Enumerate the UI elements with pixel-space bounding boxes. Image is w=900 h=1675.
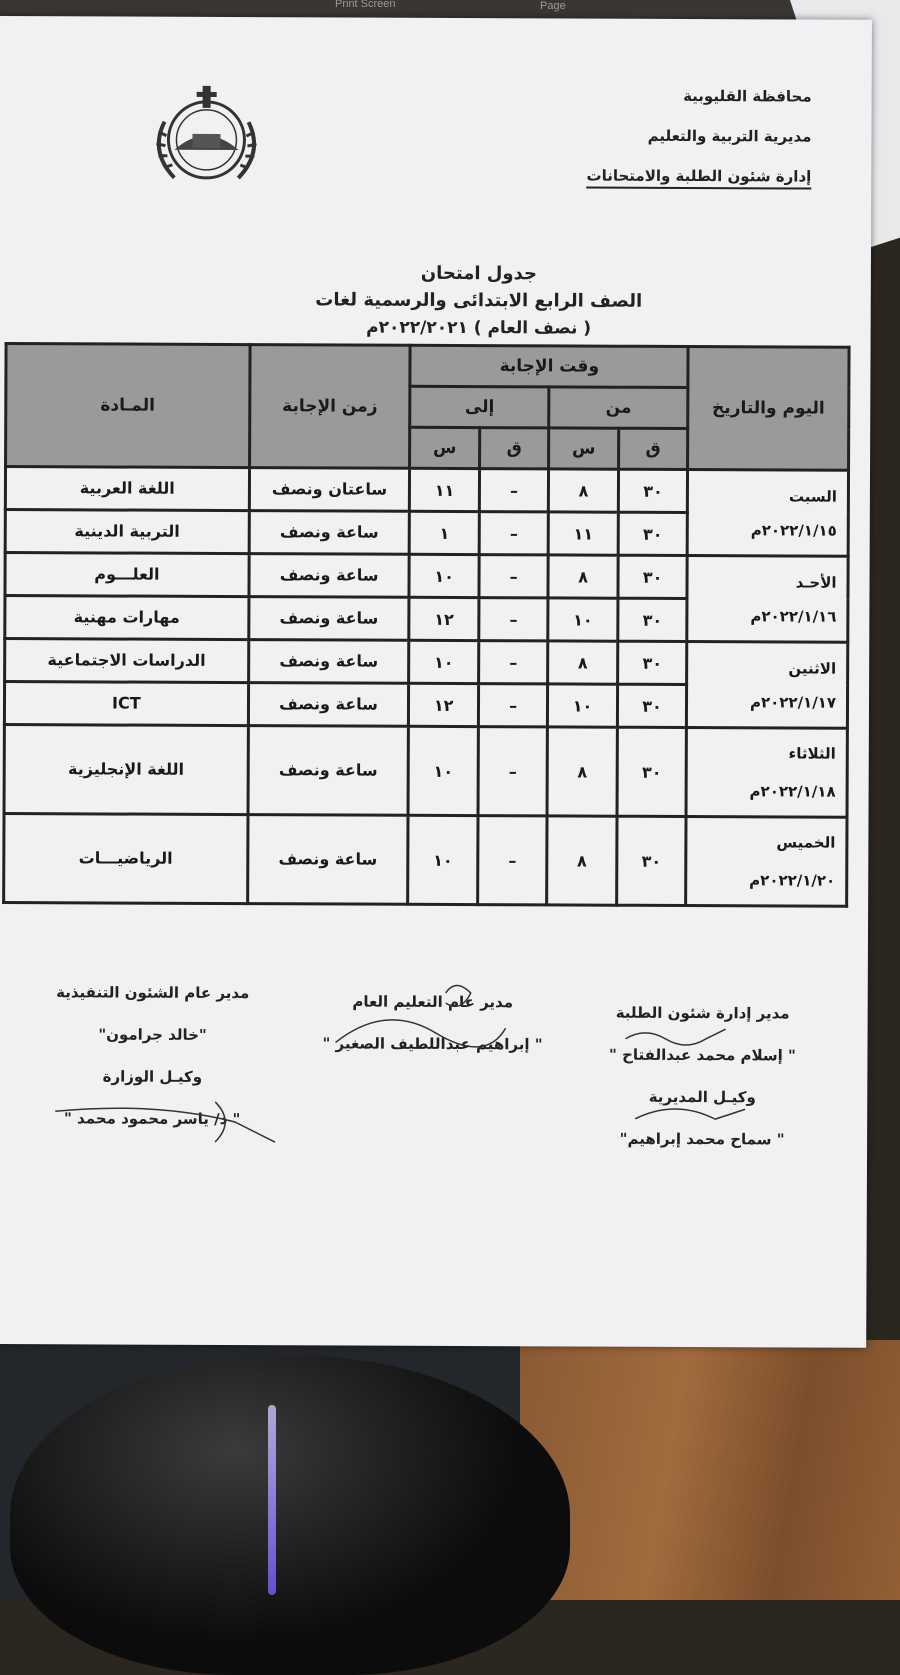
handwritten-signature-icon: [295, 972, 535, 1063]
to-hour-cell: ١٢: [409, 597, 479, 640]
header-block: [586, 87, 811, 208]
date-label: ٢٠٢٢/١/١٧م: [749, 692, 837, 712]
day-date-cell: [686, 728, 847, 818]
duration-cell: ساعة ونصف: [249, 511, 410, 555]
date-label: ٢٠٢٢/١/١٨م: [749, 782, 836, 801]
to-minute-cell: –: [479, 512, 549, 555]
col-from-header: من: [549, 387, 688, 429]
to-minute-cell: –: [479, 598, 549, 641]
document-term: ( نصف العام ) ٢٠٢٢/٢٠٢١م: [366, 317, 592, 339]
from-hour-cell: ١٠: [548, 598, 618, 641]
to-minute-cell: –: [478, 684, 548, 727]
computer-mouse: [10, 1355, 570, 1675]
subject-cell: العلـــوم: [5, 553, 249, 597]
signature-name: "خالد جرامون": [98, 1025, 207, 1044]
date-label: ٢٠٢٢/١/١٦م: [750, 606, 837, 626]
col-from-min-header: ق: [618, 428, 688, 469]
col-day-header: اليوم والتاريخ: [688, 347, 849, 471]
col-to-hour-header: س: [410, 427, 480, 468]
duration-cell: ساعة ونصف: [247, 815, 408, 905]
governorate-label: محافظة القليوبية: [683, 86, 812, 106]
date-label: ٢٠٢٢/١/١٥م: [750, 520, 837, 540]
subject-cell: مهارات مهنية: [5, 596, 249, 640]
department-label: إدارة شئون الطلبة والامتحانات: [586, 167, 811, 190]
keyboard-key-label: Print Screen: [335, 0, 396, 10]
document-title: جدول امتحان: [420, 262, 538, 285]
duration-cell: ساعة ونصف: [248, 726, 409, 816]
from-hour-cell: ٨: [547, 816, 617, 905]
table-row: [4, 725, 847, 818]
subject-cell: التربية الدينية: [5, 510, 249, 554]
from-hour-cell: ٨: [548, 641, 618, 684]
day-date-cell: [686, 817, 847, 907]
subject-cell: اللغة العربية: [5, 467, 249, 511]
from-minute-cell: ٣٠: [618, 512, 688, 555]
signatures-block: [0, 983, 868, 1149]
to-minute-cell: –: [478, 641, 548, 684]
from-minute-cell: ٣٠: [617, 641, 687, 684]
subject-cell: الرياضيـــات: [4, 814, 248, 904]
from-hour-cell: ٨: [547, 727, 617, 816]
col-time-header: وقت الإجابة: [410, 345, 688, 387]
duration-cell: ساعة ونصف: [249, 554, 410, 598]
directorate-logo-icon: [144, 82, 269, 193]
table-row: [5, 639, 848, 686]
to-hour-cell: ١: [410, 511, 480, 554]
day-date-cell: [687, 556, 848, 643]
to-hour-cell: ١٢: [409, 683, 479, 726]
col-to-header: إلى: [410, 386, 549, 428]
to-hour-cell: ١١: [410, 468, 480, 511]
col-from-hour-header: س: [549, 428, 619, 469]
subject-cell: ICT: [4, 682, 248, 726]
wooden-desk: [520, 1340, 900, 1600]
from-minute-cell: ٣٠: [616, 816, 686, 905]
signature-title: مدير إدارة شئون الطلبة: [615, 1003, 790, 1023]
date-label: ٢٠٢٢/١/٢٠م: [749, 871, 836, 890]
directorate-label: مديرية التربية والتعليم: [647, 126, 812, 146]
exam-schedule-table: [2, 342, 850, 908]
table-row: [5, 553, 848, 600]
day-date-cell: [687, 470, 848, 557]
duration-cell: ساعة ونصف: [248, 597, 409, 641]
duration-cell: ساعة ونصف: [248, 683, 409, 727]
day-label: الاثنين: [788, 658, 837, 678]
to-hour-cell: ١٠: [409, 554, 479, 597]
keyboard-key-label: Page: [540, 0, 566, 12]
table-row: [4, 814, 847, 907]
to-minute-cell: –: [479, 555, 549, 598]
from-minute-cell: ٣٠: [617, 727, 687, 816]
to-hour-cell: ١٠: [408, 726, 478, 815]
day-label: السبت: [788, 486, 837, 506]
from-minute-cell: ٣٠: [618, 555, 688, 598]
table-row: [5, 467, 848, 514]
day-label: الخميس: [776, 833, 836, 852]
to-hour-cell: ١٠: [408, 815, 478, 904]
exam-schedule-sheet: [0, 16, 872, 1348]
duration-cell: ساعة ونصف: [248, 640, 409, 684]
from-hour-cell: ٨: [548, 555, 618, 598]
signature-title: وكيـل المديرية: [648, 1087, 756, 1107]
to-minute-cell: –: [478, 816, 548, 905]
document-subtitle: الصف الرابع الابتدائى والرسمية لغات: [315, 289, 643, 312]
signature-title: وكيـل الوزارة: [102, 1067, 203, 1086]
col-to-min-header: ق: [479, 428, 549, 469]
col-duration-header: زمن الإجابة: [249, 345, 410, 469]
subject-cell: اللغة الإنجليزية: [4, 725, 248, 815]
signature-title: مدير عام الشئون التنفيذية: [56, 983, 250, 1003]
from-hour-cell: ١١: [548, 512, 618, 555]
to-minute-cell: –: [478, 727, 548, 816]
from-hour-cell: ٨: [549, 469, 619, 512]
signature-name: " إسلام محمد عبدالفتاح ": [609, 1045, 796, 1065]
from-minute-cell: ٣٠: [618, 598, 688, 641]
day-label: الأحـد: [795, 572, 837, 592]
signature-title: مدير عام التعليم العام: [352, 992, 514, 1012]
col-subject-header: المـادة: [6, 344, 250, 468]
from-minute-cell: ٣٠: [618, 469, 688, 512]
subject-cell: الدراسات الاجتماعية: [5, 639, 249, 683]
to-hour-cell: ١٠: [409, 640, 479, 683]
signature-name: " إبراهيم عبداللطيف الصغير ": [322, 1034, 543, 1054]
from-minute-cell: ٣٠: [617, 684, 687, 727]
signature-name: " سماح محمد إبراهيم": [619, 1129, 785, 1149]
from-hour-cell: ١٠: [548, 684, 618, 727]
to-minute-cell: –: [479, 469, 549, 512]
handwritten-signature-icon: [45, 1091, 305, 1152]
duration-cell: ساعتان ونصف: [249, 468, 410, 512]
day-label: الثلاثاء: [788, 744, 836, 763]
signature-name: " د/ ياسر محمود محمد ": [63, 1109, 241, 1129]
day-date-cell: [687, 642, 848, 729]
handwritten-signature-icon: [595, 999, 796, 1140]
